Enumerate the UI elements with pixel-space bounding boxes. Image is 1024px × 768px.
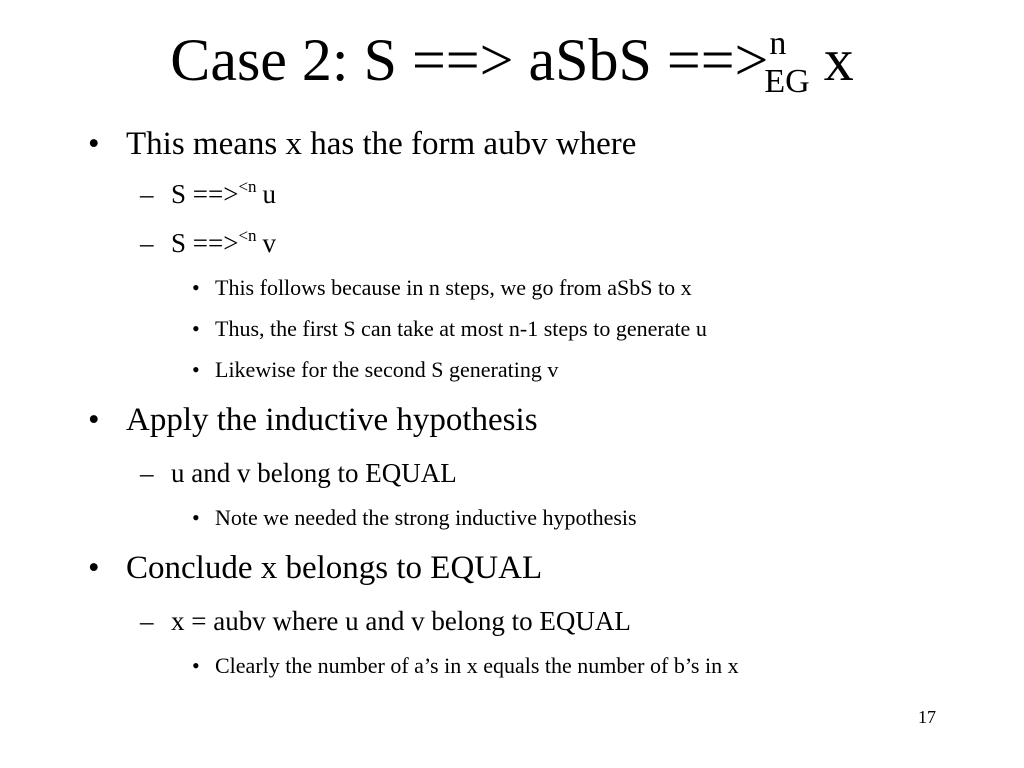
slide-title <box>0 24 1024 106</box>
sub-bullet-text: x = aubv where u and v belong to EQUAL <box>171 606 631 636</box>
sub-bullet-after: u <box>262 179 277 209</box>
bullet-marker: • <box>88 550 100 586</box>
bullet-text: Apply the inductive hypothesis <box>126 402 538 438</box>
sub-bullet-v <box>140 226 277 263</box>
bullet-marker: • <box>88 126 100 162</box>
bullet-marker: • <box>192 357 200 382</box>
detail-bullet-text: Likewise for the second S generating v <box>215 357 559 382</box>
detail-bullet-text: Clearly the number of a’s in x equals the number of b’s in x <box>215 653 739 678</box>
bullet-marker: • <box>192 505 200 530</box>
bullet-text: This means x has the form aubv where <box>126 126 637 162</box>
bullet-marker: • <box>192 316 200 341</box>
sub-bullet-after: v <box>262 228 277 258</box>
bullet-conclude <box>88 548 543 588</box>
sub-bullet-text: S ==> <box>171 179 239 209</box>
bullet-apply-hypothesis <box>88 400 538 440</box>
detail-bullet-first-s <box>192 315 707 343</box>
detail-bullet-text: Note we needed the strong inductive hypothesis <box>215 505 637 530</box>
sub-bullet-text: u and v belong to EQUAL <box>171 458 457 488</box>
bullet-form <box>88 124 637 164</box>
sub-bullet-text: S ==> <box>171 228 239 258</box>
dash-marker: – <box>140 606 154 636</box>
title-suffix: x <box>823 27 854 93</box>
bullet-marker: • <box>192 275 200 300</box>
dash-marker: – <box>140 458 154 488</box>
sub-bullet-superscript: <n <box>238 177 257 196</box>
title-subscript: EG <box>764 63 810 100</box>
bullet-marker: • <box>88 402 100 438</box>
detail-bullet-text: Thus, the first S can take at most n-1 steps to generate u <box>215 316 707 341</box>
sub-bullet-superscript: <n <box>238 226 257 245</box>
bullet-text: Conclude x belongs to EQUAL <box>126 550 543 586</box>
dash-marker: – <box>140 228 154 258</box>
page-number: 17 <box>918 707 936 727</box>
title-prefix: Case 2: S ==> aSbS ==> <box>170 27 769 93</box>
bullet-marker: • <box>192 653 200 678</box>
detail-bullet-text: This follows because in n steps, we go from aSbS to x <box>215 275 692 300</box>
sub-bullet-u <box>140 177 277 214</box>
detail-bullet-strong-hypothesis <box>192 504 637 532</box>
detail-bullet-second-s <box>192 356 559 384</box>
dash-marker: – <box>140 179 154 209</box>
sub-bullet-uv-equal <box>140 457 457 489</box>
detail-bullet-counts <box>192 652 739 680</box>
detail-bullet-steps <box>192 274 692 302</box>
title-superscript: n <box>769 25 787 62</box>
sub-bullet-x-aubv <box>140 605 631 637</box>
